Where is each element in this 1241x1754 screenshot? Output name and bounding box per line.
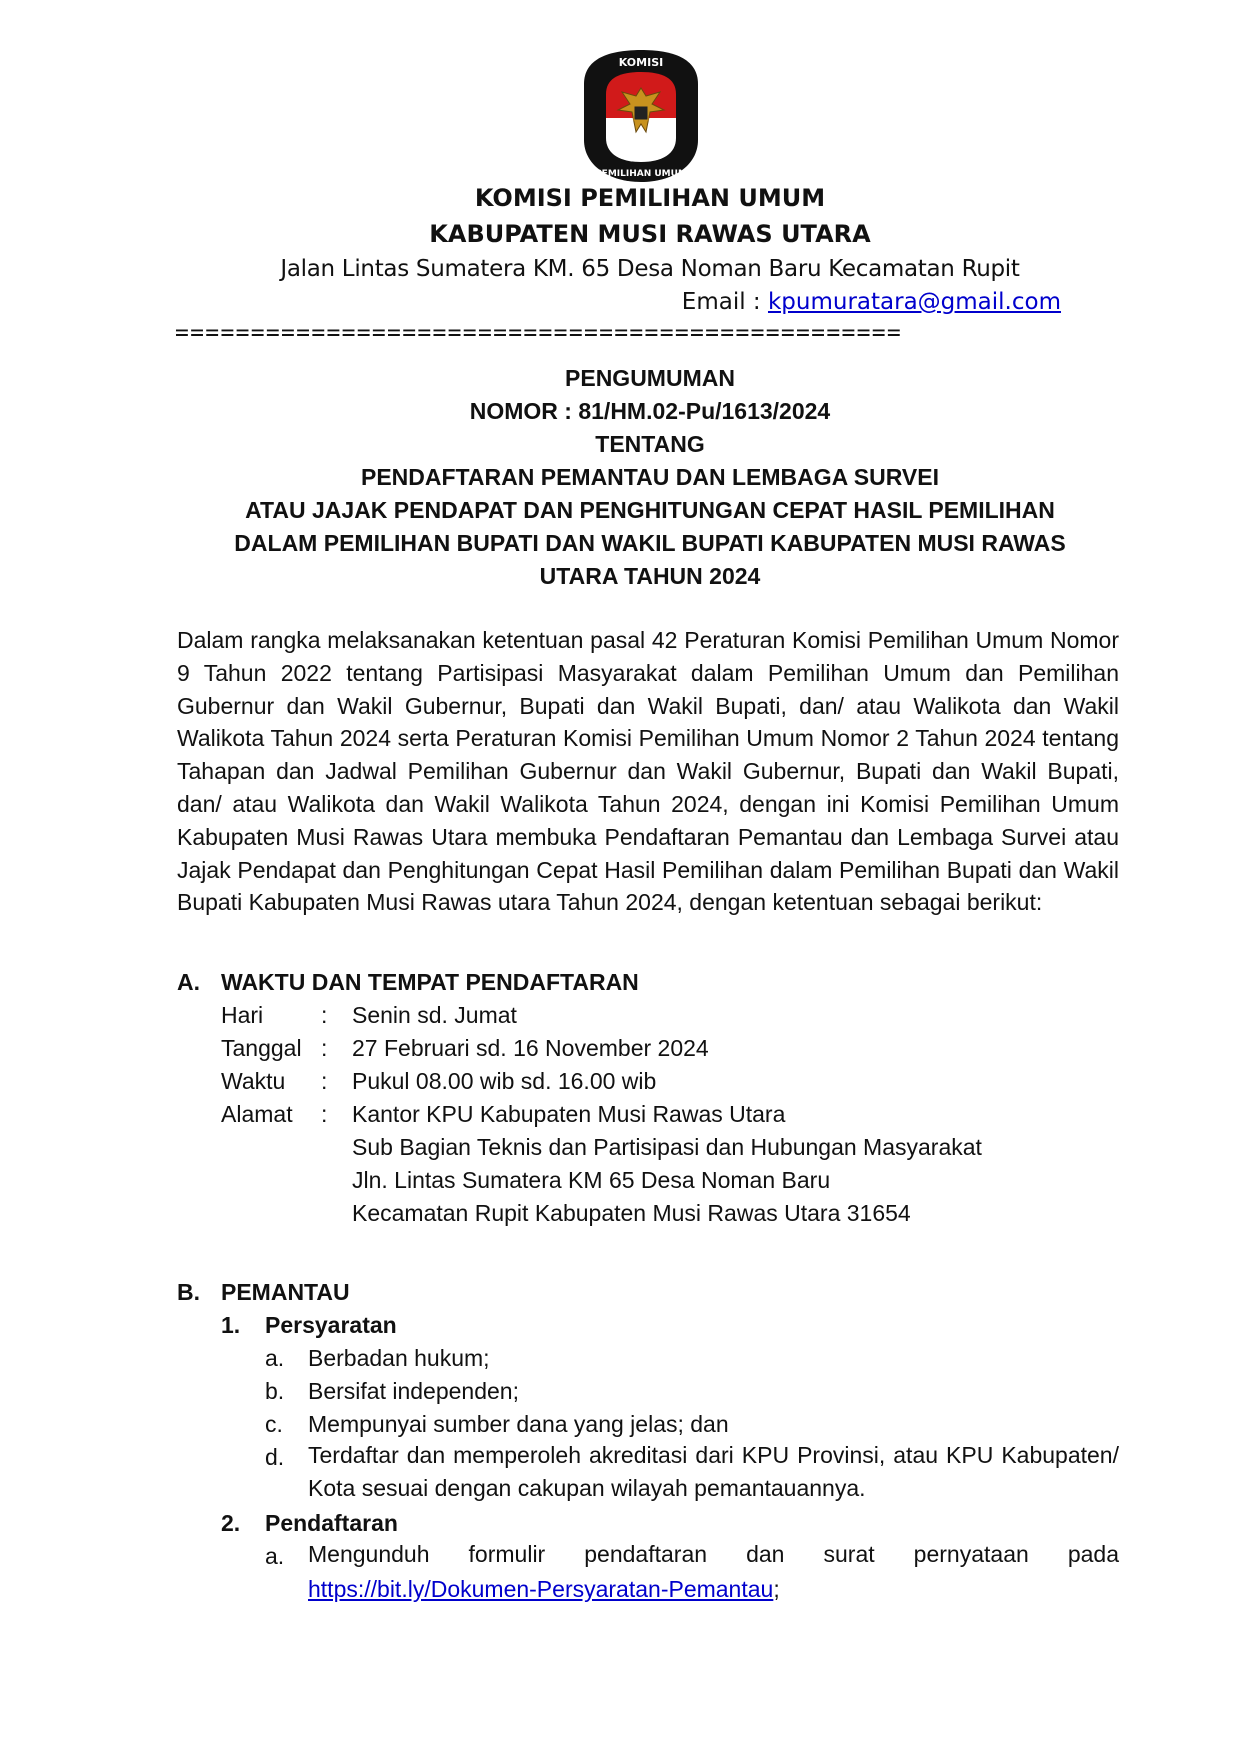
reg-item-a-link-row [308,1576,780,1603]
letterhead-address: Jalan Lintas Sumatera KM. 65 Desa Noman Baru Kecamatan Rupit [280,256,1020,282]
sub1-marker: 1. [221,1312,241,1338]
email-label: Email : [681,289,768,315]
row-value-alamat: Kantor KPU Kabupaten Musi Rawas Utara [352,1101,786,1127]
header-rule: ================================================ [175,320,903,346]
req-marker-d: d. [265,1444,285,1470]
letterhead-line2: KABUPATEN MUSI RAWAS UTARA [429,220,871,248]
announcement-subject-4: UTARA TAHUN 2024 [539,563,761,589]
row-value-hari: Senin sd. Jumat [352,1002,517,1028]
svg-text:PEMILIHAN UMUM: PEMILIHAN UMUM [595,169,687,179]
address-line-3: Kecamatan Rupit Kabupaten Musi Rawas Utara 31654 [352,1200,911,1226]
announcement-title: PENGUMUMAN [565,365,735,391]
svg-text:KOMISI: KOMISI [618,56,664,69]
sub2-title: Pendaftaran [265,1510,398,1536]
announcement-subject-3: DALAM PEMILIHAN BUPATI DAN WAKIL BUPATI KABUPATEN MUSI RAWAS [234,530,1066,556]
row-value-tanggal: 27 Februari sd. 16 November 2024 [352,1035,709,1061]
row-label-hari: Hari [221,1002,264,1028]
req-item-a: Berbadan hukum; [308,1345,490,1371]
row-sep-alamat: : [321,1101,328,1127]
announcement-about: TENTANG [595,431,705,457]
row-label-waktu: Waktu [221,1068,286,1094]
email-link[interactable]: kpumuratara@gmail.com [767,289,1061,315]
req-marker-b: b. [265,1378,285,1404]
letterhead-line1: KOMISI PEMILIHAN UMUM [474,184,826,212]
reg-item-a-end: ; [773,1576,780,1602]
section-b-marker: B. [177,1279,200,1305]
reg-item-a-text: Mengunduh formulir pendaftaran dan surat pernyataan pada [308,1541,1119,1567]
req-item-d: Terdaftar dan memperoleh akreditasi dari KPU Provinsi, atau KPU Kabupaten/ Kota sesuai dengan cakupan wilayah pemantauannya. [308,1442,1119,1501]
section-b-title: PEMANTAU [221,1279,350,1305]
req-marker-c: c. [265,1411,283,1437]
section-a-title: WAKTU DAN TEMPAT PENDAFTARAN [221,969,639,995]
letterhead-email-row [682,289,1061,315]
section-a-marker: A. [177,969,200,995]
announcement-subject-2: ATAU JAJAK PENDAPAT DAN PENGHITUNGAN CEPAT HASIL PEMILIHAN [245,497,1055,523]
address-line-1: Sub Bagian Teknis dan Partisipasi dan Hubungan Masyarakat [352,1134,982,1160]
req-item-c: Mempunyai sumber dana yang jelas; dan [308,1411,729,1437]
req-item-b: Bersifat independen; [308,1378,519,1404]
row-label-tanggal: Tanggal [221,1035,302,1061]
req-marker-a: a. [265,1345,285,1371]
row-value-waktu: Pukul 08.00 wib sd. 16.00 wib [352,1068,657,1094]
sub1-title: Persyaratan [265,1312,397,1338]
announcement-number: NOMOR : 81/HM.02-Pu/1613/2024 [469,398,831,424]
row-sep-tanggal: : [321,1035,328,1061]
row-label-alamat: Alamat [221,1101,293,1127]
kpu-logo [580,48,702,184]
announcement-subject-1: PENDAFTARAN PEMANTAU DAN LEMBAGA SURVEI [361,464,939,490]
row-sep-waktu: : [321,1068,328,1094]
row-sep-hari: : [321,1002,328,1028]
reg-marker-a: a. [265,1543,285,1569]
address-line-2: Jln. Lintas Sumatera KM 65 Desa Noman Baru [352,1167,831,1193]
intro-paragraph: Dalam rangka melaksanakan ketentuan pasal 42 Peraturan Komisi Pemilihan Umum Nomor 9 Tahun 2022 tentang Partisipasi Masyarakat dalam Pemilihan Umum dan Pemilihan Gubernur dan Wakil Gubernur, Bupati dan Wakil Bupati, dan/ atau Walikota dan Wakil Walikota Tahun 2024 serta Peraturan Komisi Pemilihan Umum Nomor 2 Tahun 2024 tentang Tahapan dan Jadwal Pemilihan Gubernur dan Wakil Gubernur, Bupati dan Wakil Bupati, dan/ atau Walikota dan Wakil Walikota Tahun 2024, dengan ini Komisi Pemilihan Umum Kabupaten Musi Rawas Utara membuka Pendaftaran Pemantau dan Lembaga Survei atau Jajak Pendapat dan Penghitungan Cepat Hasil Pemilihan dalam Pemilihan Bupati dan Wakil Bupati Kabupaten Musi Rawas utara Tahun 2024, dengan ketentuan sebagai berikut: [177,627,1119,916]
sub2-marker: 2. [221,1510,241,1536]
persyaratan-pemantau-link[interactable]: https://bit.ly/Dokumen-Persyaratan-Pemantau [308,1576,774,1602]
